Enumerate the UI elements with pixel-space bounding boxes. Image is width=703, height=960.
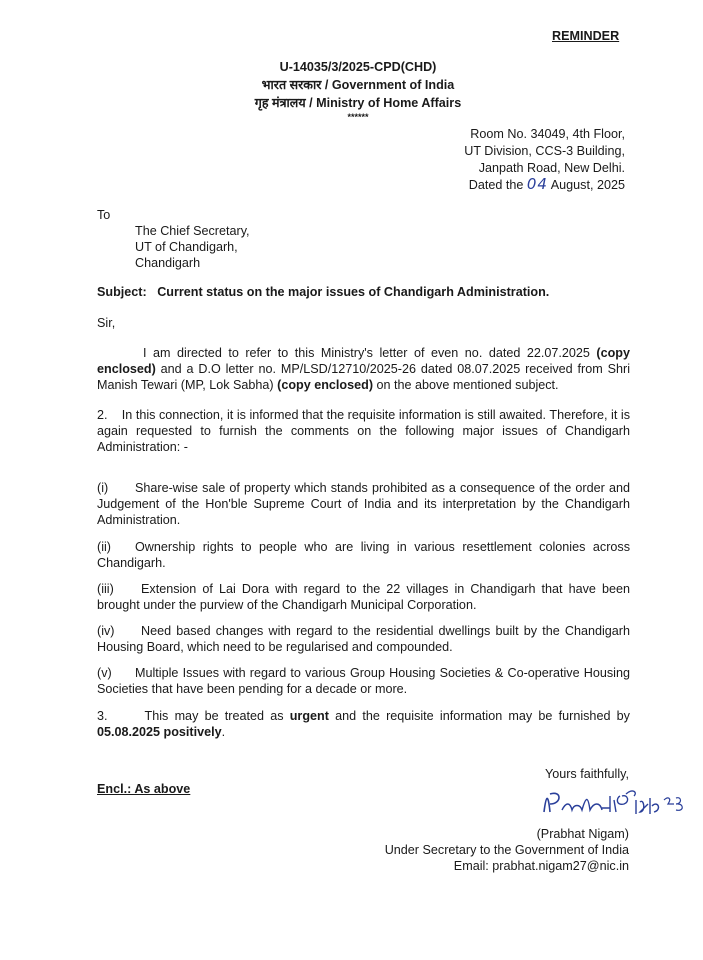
para1-text-e: on the above mentioned subject. bbox=[373, 378, 559, 392]
para1-text-c: and a D.O letter no. MP/LSD/12710/2025-26 dated 08.07.2025 received from Shri Manish Tewari (MP, Lok Sabha) bbox=[97, 362, 630, 392]
salutation: Sir, bbox=[97, 316, 116, 330]
paragraph-2: 2. In this connection, it is informed that the requisite information is still awaited. Therefore, it is again requested to furnish the comments on the following major issues of Chandigarh Administration: - bbox=[97, 408, 634, 454]
para1-copy-enclosed-2: (copy enclosed) bbox=[277, 378, 374, 392]
subject-text: Current status on the major issues of Chandigarh Administration. bbox=[157, 285, 550, 299]
signatory-email: Email: prabhat.nigam27@nic.in bbox=[453, 859, 629, 873]
para1-copy-enclosed-1: (copy enclosed) bbox=[97, 346, 630, 376]
paragraph-3 bbox=[97, 708, 634, 740]
subject-line bbox=[97, 284, 637, 300]
date-prefix: Dated the bbox=[468, 178, 524, 192]
government-line: भारत सरकार / Government of India bbox=[261, 78, 455, 92]
subject-label: Subject: bbox=[97, 285, 147, 299]
issue-number: (v) bbox=[97, 666, 112, 680]
date-suffix: August, 2025 bbox=[550, 178, 625, 192]
date-line bbox=[380, 176, 625, 193]
signatory-designation: Under Secretary to the Government of India bbox=[384, 843, 629, 857]
recipient-line-3: Chandigarh bbox=[135, 256, 201, 270]
para3-text-e: . bbox=[221, 725, 226, 739]
date-day-handwritten: 04 bbox=[526, 175, 548, 193]
issue-text: Share-wise sale of property which stands prohibited as a consequence of the order and Judgement of the Hon'ble Supreme Court of India and its interpretation by the Chandigarh Administration. bbox=[97, 481, 630, 527]
recipient-line-1: The Chief Secretary, bbox=[135, 224, 250, 238]
para3-deadline: 05.08.2025 positively bbox=[97, 725, 222, 739]
separator-stars: ****** bbox=[347, 112, 369, 122]
para3-text-c: and the requisite information may be furnished by bbox=[328, 709, 634, 723]
issue-text: Extension of Lai Dora with regard to the 22 villages in Chandigarh that have been brought under the purview of the Chandigarh Municipal Corporation. bbox=[97, 582, 630, 612]
issue-item-4 bbox=[97, 623, 630, 655]
paragraph-1 bbox=[97, 345, 630, 393]
issue-number: (iv) bbox=[97, 624, 115, 638]
issue-item-5 bbox=[97, 665, 630, 697]
para1-text-a: I am directed to refer to this Ministry's letter of even no. dated 22.07.2025 bbox=[143, 346, 597, 360]
address-line-3: Janpath Road, New Delhi. bbox=[478, 161, 625, 175]
issue-number: (i) bbox=[97, 481, 109, 495]
para3-text-a: 3. This may be treated as bbox=[97, 709, 290, 723]
issue-number: (iii) bbox=[97, 582, 114, 596]
issue-number: (ii) bbox=[97, 540, 111, 554]
issue-item-1 bbox=[97, 480, 630, 528]
to-label: To bbox=[97, 208, 111, 222]
issue-text: Ownership rights to people who are living in various resettlement colonies across Chandigarh. bbox=[97, 540, 630, 570]
issue-item-2 bbox=[97, 539, 630, 571]
issue-text: Multiple Issues with regard to various Group Housing Societies & Co-operative Housing Societies that have been pending for a decade or more. bbox=[97, 666, 630, 696]
closing: Yours faithfully, bbox=[544, 767, 629, 781]
enclosure-note: Encl.: As above bbox=[97, 782, 191, 796]
reminder-heading: REMINDER bbox=[552, 29, 620, 43]
issue-text: Need based changes with regard to the residential dwellings built by the Chandigarh Housing Board, which need to be regularised and compounded. bbox=[97, 624, 630, 654]
file-number: U-14035/3/2025-CPD(CHD) bbox=[279, 60, 437, 74]
para3-urgent: urgent bbox=[289, 709, 329, 723]
handwritten-signature bbox=[540, 782, 690, 822]
ministry-line: गृह मंत्रालय / Ministry of Home Affairs bbox=[254, 96, 462, 110]
signatory-name: (Prabhat Nigam) bbox=[536, 827, 629, 841]
recipient-line-2: UT of Chandigarh, bbox=[135, 240, 238, 254]
address-line-1: Room No. 34049, 4th Floor, bbox=[470, 127, 625, 141]
issue-item-3 bbox=[97, 581, 630, 613]
address-line-2: UT Division, CCS-3 Building, bbox=[464, 144, 625, 158]
